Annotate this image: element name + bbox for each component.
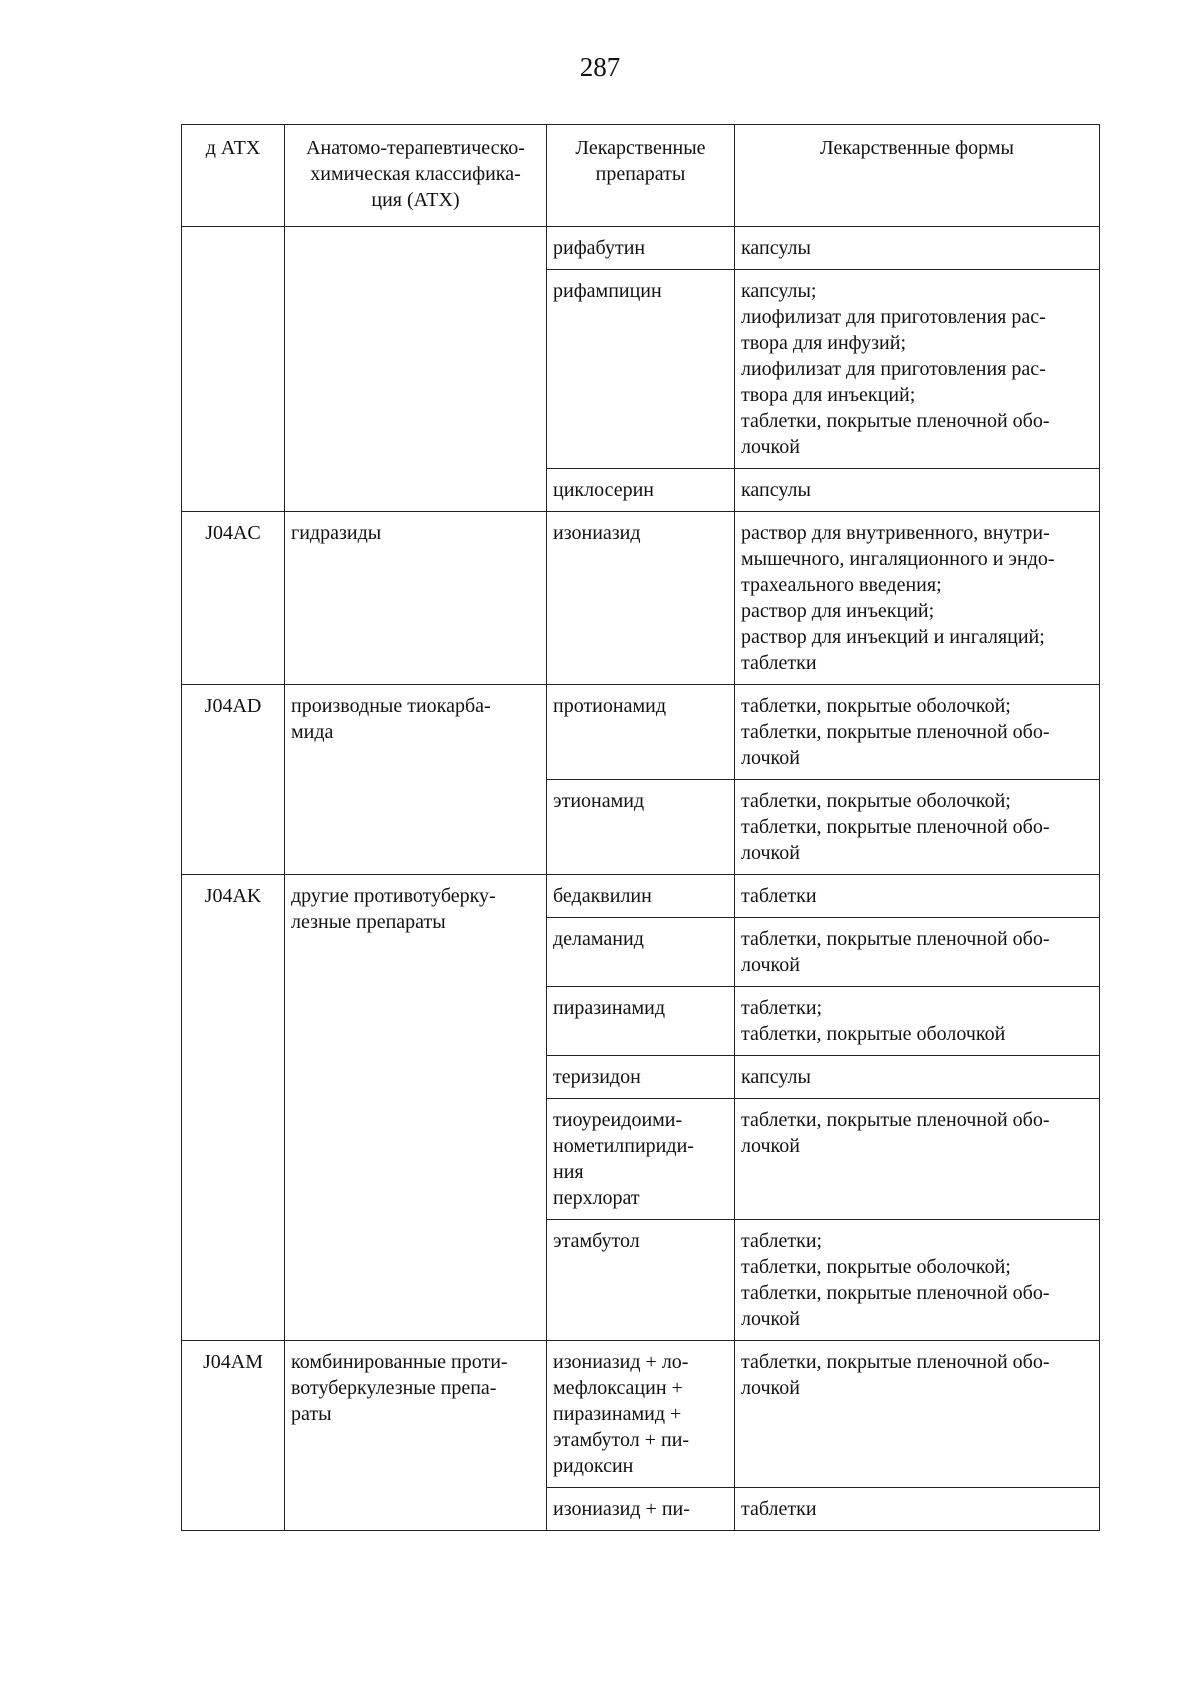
atx-code-cell xyxy=(182,227,285,512)
header-atx-code: д АТХ xyxy=(182,125,285,227)
table-body xyxy=(182,227,1100,1531)
header-row xyxy=(182,125,1100,227)
drug-name-cell: рифампицин xyxy=(547,270,735,469)
dosage-forms-cell: раствор для внутривенного, внутри- мышечного, ингаляционного и эндо- трахеального введения; раствор для инъекций; раствор для инъекций и ингаляций; таблетки xyxy=(735,512,1100,685)
drug-name-cell: рифабутин xyxy=(547,227,735,270)
drug-name-cell: бедаквилин xyxy=(547,875,735,918)
atx-class-cell: гидразиды xyxy=(285,512,547,685)
table-header xyxy=(182,125,1100,227)
drug-name-cell: теризидон xyxy=(547,1056,735,1099)
dosage-forms-cell: таблетки, покрытые оболочкой; таблетки, покрытые пленочной обо- лочкой xyxy=(735,780,1100,875)
table-row xyxy=(182,685,1100,780)
header-atx-classification: Анатомо-терапевтическо- химическая классифика- ция (АТХ) xyxy=(285,125,547,227)
drug-name-cell: изониазид + ло- мефлоксацин + пиразинамид + этамбутол + пи- ридоксин xyxy=(547,1341,735,1488)
atx-class-cell xyxy=(285,227,547,512)
dosage-forms-cell: таблетки, покрытые оболочкой; таблетки, покрытые пленочной обо- лочкой xyxy=(735,685,1100,780)
dosage-forms-cell: таблетки xyxy=(735,875,1100,918)
drug-name-cell: деламанид xyxy=(547,918,735,987)
dosage-forms-cell: капсулы xyxy=(735,227,1100,270)
atx-class-cell: производные тиокарба- мида xyxy=(285,685,547,875)
drug-name-cell: тиоуреидоими- нометилпириди- ния перхлорат xyxy=(547,1099,735,1220)
atx-code-cell: J04AM xyxy=(182,1341,285,1531)
drug-name-cell: этамбутол xyxy=(547,1220,735,1341)
dosage-forms-cell: таблетки, покрытые пленочной обо- лочкой xyxy=(735,1341,1100,1488)
drug-name-cell: циклосерин xyxy=(547,469,735,512)
table-row xyxy=(182,227,1100,270)
table-row xyxy=(182,512,1100,685)
atx-class-cell: другие противотуберку- лезные препараты xyxy=(285,875,547,1341)
atx-drug-table xyxy=(181,124,1100,1531)
dosage-forms-cell: таблетки; таблетки, покрытые оболочкой; таблетки, покрытые пленочной обо- лочкой xyxy=(735,1220,1100,1341)
table-row xyxy=(182,875,1100,918)
drug-name-cell: изониазид + пи- xyxy=(547,1488,735,1531)
drug-name-cell: изониазид xyxy=(547,512,735,685)
dosage-forms-cell: таблетки, покрытые пленочной обо- лочкой xyxy=(735,918,1100,987)
dosage-forms-cell: таблетки xyxy=(735,1488,1100,1531)
header-dosage-forms: Лекарственные формы xyxy=(735,125,1100,227)
dosage-forms-cell: капсулы xyxy=(735,1056,1100,1099)
dosage-forms-cell: таблетки, покрытые пленочной обо- лочкой xyxy=(735,1099,1100,1220)
atx-code-cell: J04AD xyxy=(182,685,285,875)
dosage-forms-cell: таблетки; таблетки, покрытые оболочкой xyxy=(735,987,1100,1056)
dosage-forms-cell: капсулы xyxy=(735,469,1100,512)
page-number: 287 xyxy=(579,52,621,82)
table-row xyxy=(182,1341,1100,1488)
dosage-forms-cell: капсулы; лиофилизат для приготовления рас- твора для инфузий; лиофилизат для приготовления рас- твора для инъекций; таблетки, покрытые пленочной обо- лочкой xyxy=(735,270,1100,469)
drug-name-cell: протионамид xyxy=(547,685,735,780)
atx-class-cell: комбинированные проти- вотуберкулезные препа- раты xyxy=(285,1341,547,1531)
atx-code-cell: J04AC xyxy=(182,512,285,685)
drug-name-cell: пиразинамид xyxy=(547,987,735,1056)
drug-name-cell: этионамид xyxy=(547,780,735,875)
atx-code-cell: J04AK xyxy=(182,875,285,1341)
header-drugs: Лекарственные препараты xyxy=(547,125,735,227)
